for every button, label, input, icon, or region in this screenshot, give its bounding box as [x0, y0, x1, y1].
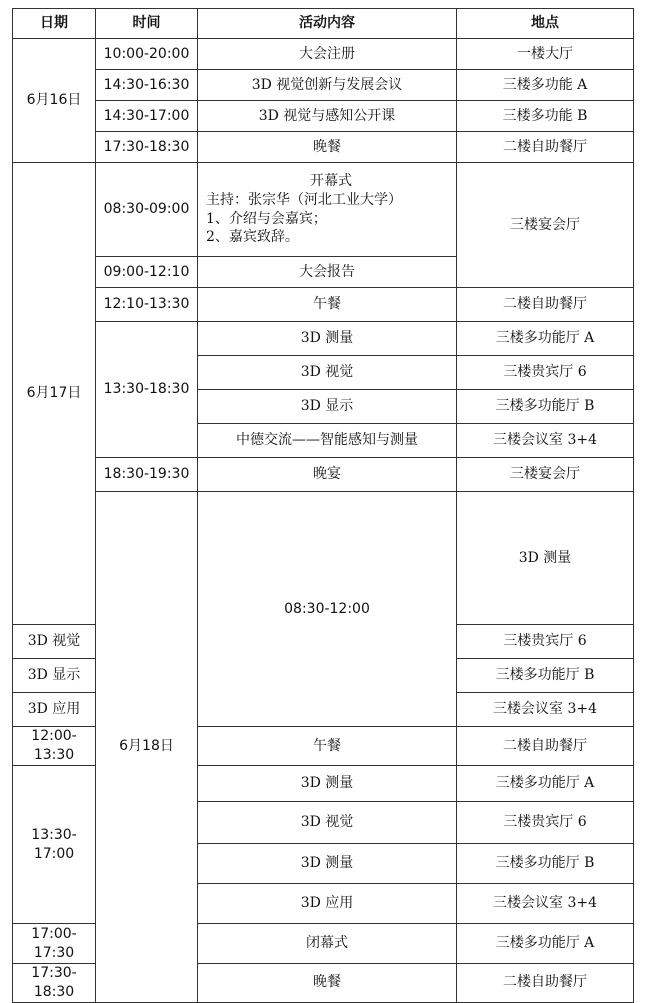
opening-title: 开幕式 [310, 172, 352, 189]
activity-cell: 3D 视觉 [198, 802, 457, 844]
header-activity: 活动内容 [198, 9, 457, 39]
location-cell: 二楼自助餐厅 [457, 964, 634, 1003]
time-cell: 13:30-17:00 [13, 766, 96, 924]
location-cell: 二楼自助餐厅 [457, 288, 634, 322]
time-cell: 14:30-17:00 [96, 101, 198, 132]
header-location: 地点 [457, 9, 634, 39]
activity-cell: 午餐 [198, 727, 457, 766]
activity-cell: 大会注册 [198, 39, 457, 70]
time-cell: 09:00-12:10 [96, 257, 198, 288]
location-cell: 三楼多功能厅 B [457, 659, 634, 693]
location-cell: 二楼自助餐厅 [457, 727, 634, 766]
header-row [13, 9, 634, 39]
activity-cell: 3D 测量 [198, 322, 457, 356]
activity-cell: 闭幕式 [198, 924, 457, 964]
activity-cell: 3D 测量 [198, 766, 457, 802]
location-cell: 三楼宴会厅 [457, 163, 634, 288]
time-cell: 12:10-13:30 [96, 288, 198, 322]
location-cell: 三楼多功能厅 B [457, 844, 634, 884]
date-cell: 6月16日 [13, 39, 96, 163]
time-cell: 13:30-18:30 [96, 322, 198, 458]
activity-cell: 晚餐 [198, 132, 457, 163]
table-row [13, 132, 634, 163]
location-cell: 三楼多功能厅 B [457, 390, 634, 424]
location-cell: 二楼自助餐厅 [457, 132, 634, 163]
location-cell: 三楼多功能 A [457, 70, 634, 101]
location-cell: 三楼宴会厅 [457, 458, 634, 492]
location-cell: 三楼会议室 3+4 [457, 424, 634, 458]
location-cell: 三楼会议室 3+4 [457, 693, 634, 727]
activity-cell: 3D 显示 [198, 390, 457, 424]
activity-cell: 3D 应用 [13, 693, 96, 727]
activity-cell: 晚宴 [198, 458, 457, 492]
table-row [13, 492, 634, 625]
activity-cell: 3D 测量 [198, 844, 457, 884]
time-cell: 17:00-17:30 [13, 924, 96, 964]
activity-cell: 午餐 [198, 288, 457, 322]
time-cell: 08:30-12:00 [198, 492, 457, 727]
location-cell: 三楼贵宾厅 6 [457, 802, 634, 844]
location-cell: 一楼大厅 [457, 39, 634, 70]
time-cell: 17:30-18:30 [13, 964, 96, 1003]
location-cell: 三楼会议室 3+4 [457, 884, 634, 924]
schedule-table [12, 8, 634, 1003]
activity-cell: 3D 测量 [457, 492, 634, 625]
location-cell: 三楼贵宾厅 6 [457, 356, 634, 390]
activity-cell: 3D 视觉与感知公开课 [198, 101, 457, 132]
activity-cell: 3D 视觉 [198, 356, 457, 390]
time-cell: 10:00-20:00 [96, 39, 198, 70]
activity-cell: 大会报告 [198, 257, 457, 288]
location-cell: 三楼贵宾厅 6 [457, 625, 634, 659]
table-row [13, 163, 634, 257]
time-cell: 14:30-16:30 [96, 70, 198, 101]
time-cell: 08:30-09:00 [96, 163, 198, 257]
activity-cell: 晚餐 [198, 964, 457, 1003]
opening-host: 主持：张宗华（河北工业大学） [206, 191, 402, 208]
table-row [13, 39, 634, 70]
activity-cell: 3D 视觉 [13, 625, 96, 659]
table-row [13, 458, 634, 492]
date-cell: 6月18日 [96, 492, 198, 1003]
activity-cell: 3D 应用 [198, 884, 457, 924]
date-cell: 6月17日 [13, 163, 96, 625]
location-cell: 三楼多功能厅 A [457, 766, 634, 802]
time-cell: 17:30-18:30 [96, 132, 198, 163]
location-cell: 三楼多功能厅 A [457, 322, 634, 356]
activity-cell: 中德交流——智能感知与测量 [198, 424, 457, 458]
location-cell: 三楼多功能 B [457, 101, 634, 132]
table-row [13, 288, 634, 322]
time-cell: 12:00-13:30 [13, 727, 96, 766]
opening-item-1: 1、介绍与会嘉宾； [206, 210, 327, 227]
opening-item-2: 2、嘉宾致辞。 [206, 229, 299, 246]
table-row [13, 70, 634, 101]
opening-ceremony-cell [198, 163, 457, 257]
activity-cell: 3D 显示 [13, 659, 96, 693]
location-cell: 三楼多功能厅 A [457, 924, 634, 964]
time-cell: 18:30-19:30 [96, 458, 198, 492]
table-row [13, 101, 634, 132]
table-row [13, 322, 634, 356]
activity-cell: 3D 视觉创新与发展会议 [198, 70, 457, 101]
header-date: 日期 [13, 9, 96, 39]
header-time: 时间 [96, 9, 198, 39]
